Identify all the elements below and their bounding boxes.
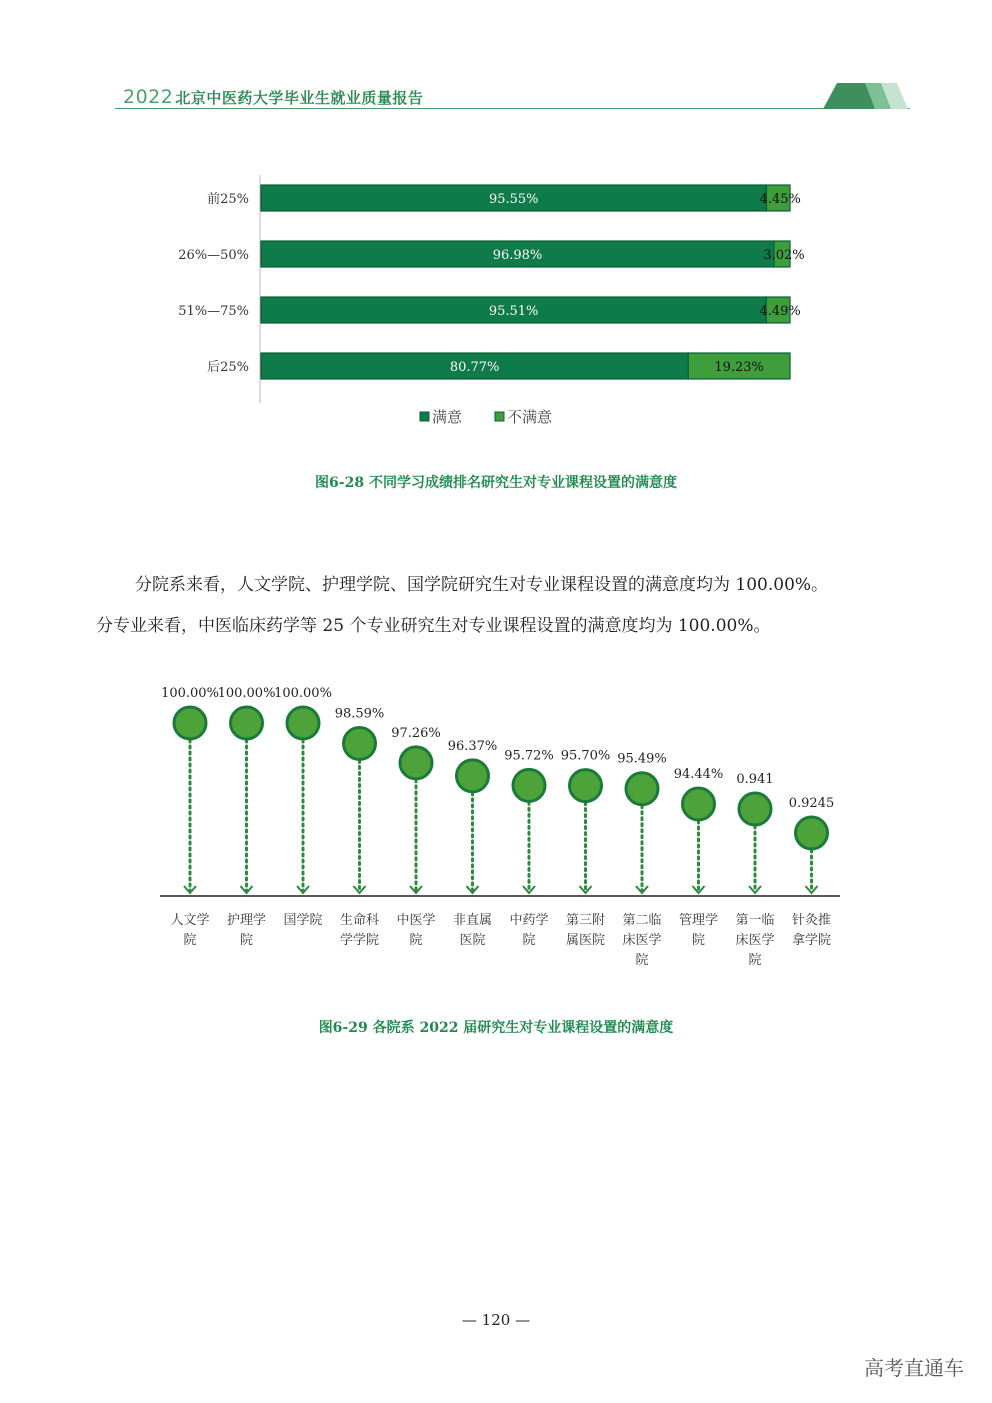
data-label: 96.98% <box>492 248 543 263</box>
x-tick-label: 非直属 <box>452 913 493 928</box>
report-year: 2022 <box>123 86 174 108</box>
marker <box>287 707 319 739</box>
x-tick-label: 人文学 <box>170 913 210 928</box>
value-label: 97.26% <box>391 725 441 741</box>
value-label: 96.37% <box>447 738 498 754</box>
data-label: 80.77% <box>449 360 500 375</box>
x-tick-label: 中药学 <box>509 913 549 928</box>
figure-caption-6-29: 图6-29 各院系 2022 届研究生对专业课程设置的满意度 <box>318 1020 674 1036</box>
body-paragraph-line-1: 分院系来看，人文学院、护理学院、国学院研究生对专业课程设置的满意度均为 100.00%。 <box>135 575 829 595</box>
marker <box>174 707 206 739</box>
value-label: 94.44% <box>673 767 724 783</box>
legend-swatch <box>420 412 429 421</box>
x-tick-label: 院 <box>522 933 536 948</box>
page-header <box>115 80 910 112</box>
value-label: 95.72% <box>504 748 554 764</box>
x-tick-label: 院 <box>635 953 649 968</box>
body-paragraph-line-2: 分专业来看，中医临床药学等 25 个专业研究生对专业课程设置的满意度均为 100.00%。 <box>96 616 771 636</box>
figure-caption-6-28: 图6-28 不同学习成绩排名研究生对专业课程设置的满意度 <box>315 475 677 491</box>
x-tick-label: 国学院 <box>283 913 323 928</box>
y-tick-label: 前25% <box>207 192 249 207</box>
marker <box>796 817 828 849</box>
x-tick-label: 院 <box>239 933 254 948</box>
x-tick-label: 学学院 <box>339 933 380 948</box>
value-label: 95.49% <box>617 751 667 767</box>
marker <box>683 788 715 820</box>
report-title-text: 北京中医药大学毕业生就业质量报告 <box>175 89 424 107</box>
value-label: 0.9245 <box>788 796 835 811</box>
data-label: 95.55% <box>488 192 539 207</box>
y-tick-label: 26%—50% <box>178 248 249 263</box>
data-label: 19.23% <box>714 360 764 375</box>
x-tick-label: 第二临 <box>622 913 662 928</box>
x-tick-label: 护理学 <box>226 913 267 928</box>
x-tick-label: 管理学 <box>678 913 719 928</box>
x-tick-label: 院 <box>183 933 197 948</box>
value-label: 0.941 <box>736 771 774 787</box>
x-tick-label: 院 <box>748 953 762 968</box>
page-number: — 120 — <box>461 1311 531 1329</box>
marker <box>626 773 658 805</box>
marker <box>231 707 263 739</box>
watermark: 高考直通车 <box>864 1356 964 1380</box>
value-label: 100.00% <box>217 686 276 701</box>
value-label: 98.59% <box>334 706 385 722</box>
marker <box>344 728 376 760</box>
data-label: 4.45% <box>759 192 801 207</box>
data-label: 4.49% <box>759 304 801 319</box>
x-tick-label: 拿学院 <box>791 933 832 948</box>
report-title <box>123 86 423 108</box>
marker <box>400 747 432 779</box>
legend-swatch <box>495 412 504 421</box>
y-tick-label: 51%—75% <box>178 304 249 319</box>
header-decoration <box>815 83 910 110</box>
x-tick-label: 院 <box>691 933 706 948</box>
x-tick-label: 医院 <box>459 933 486 948</box>
marker <box>513 769 545 801</box>
x-tick-label: 生命科 <box>339 913 380 928</box>
value-label: 100.00% <box>161 686 219 701</box>
legend-label: 不满意 <box>507 408 553 426</box>
data-label: 3.02% <box>763 248 805 263</box>
value-label: 100.00% <box>274 686 332 701</box>
value-label: 95.70% <box>560 748 611 764</box>
x-tick-label: 床医学 <box>735 933 775 948</box>
data-label: 95.51% <box>488 304 539 319</box>
chart-department-satisfaction <box>150 675 850 975</box>
y-tick-label: 后25% <box>207 360 249 375</box>
x-tick-label: 院 <box>409 933 423 948</box>
header-rule <box>115 108 910 109</box>
chart-grade-rank-satisfaction <box>150 175 850 450</box>
x-tick-label: 针灸推 <box>791 913 832 928</box>
marker <box>739 793 771 825</box>
legend-label: 满意 <box>432 408 463 426</box>
x-tick-label: 第一临 <box>735 913 775 928</box>
marker <box>570 770 602 802</box>
x-tick-label: 床医学 <box>622 933 662 948</box>
x-tick-label: 属医院 <box>565 933 606 948</box>
x-tick-label: 中医学 <box>396 913 436 928</box>
marker <box>457 760 489 792</box>
x-tick-label: 第三附 <box>565 913 606 928</box>
